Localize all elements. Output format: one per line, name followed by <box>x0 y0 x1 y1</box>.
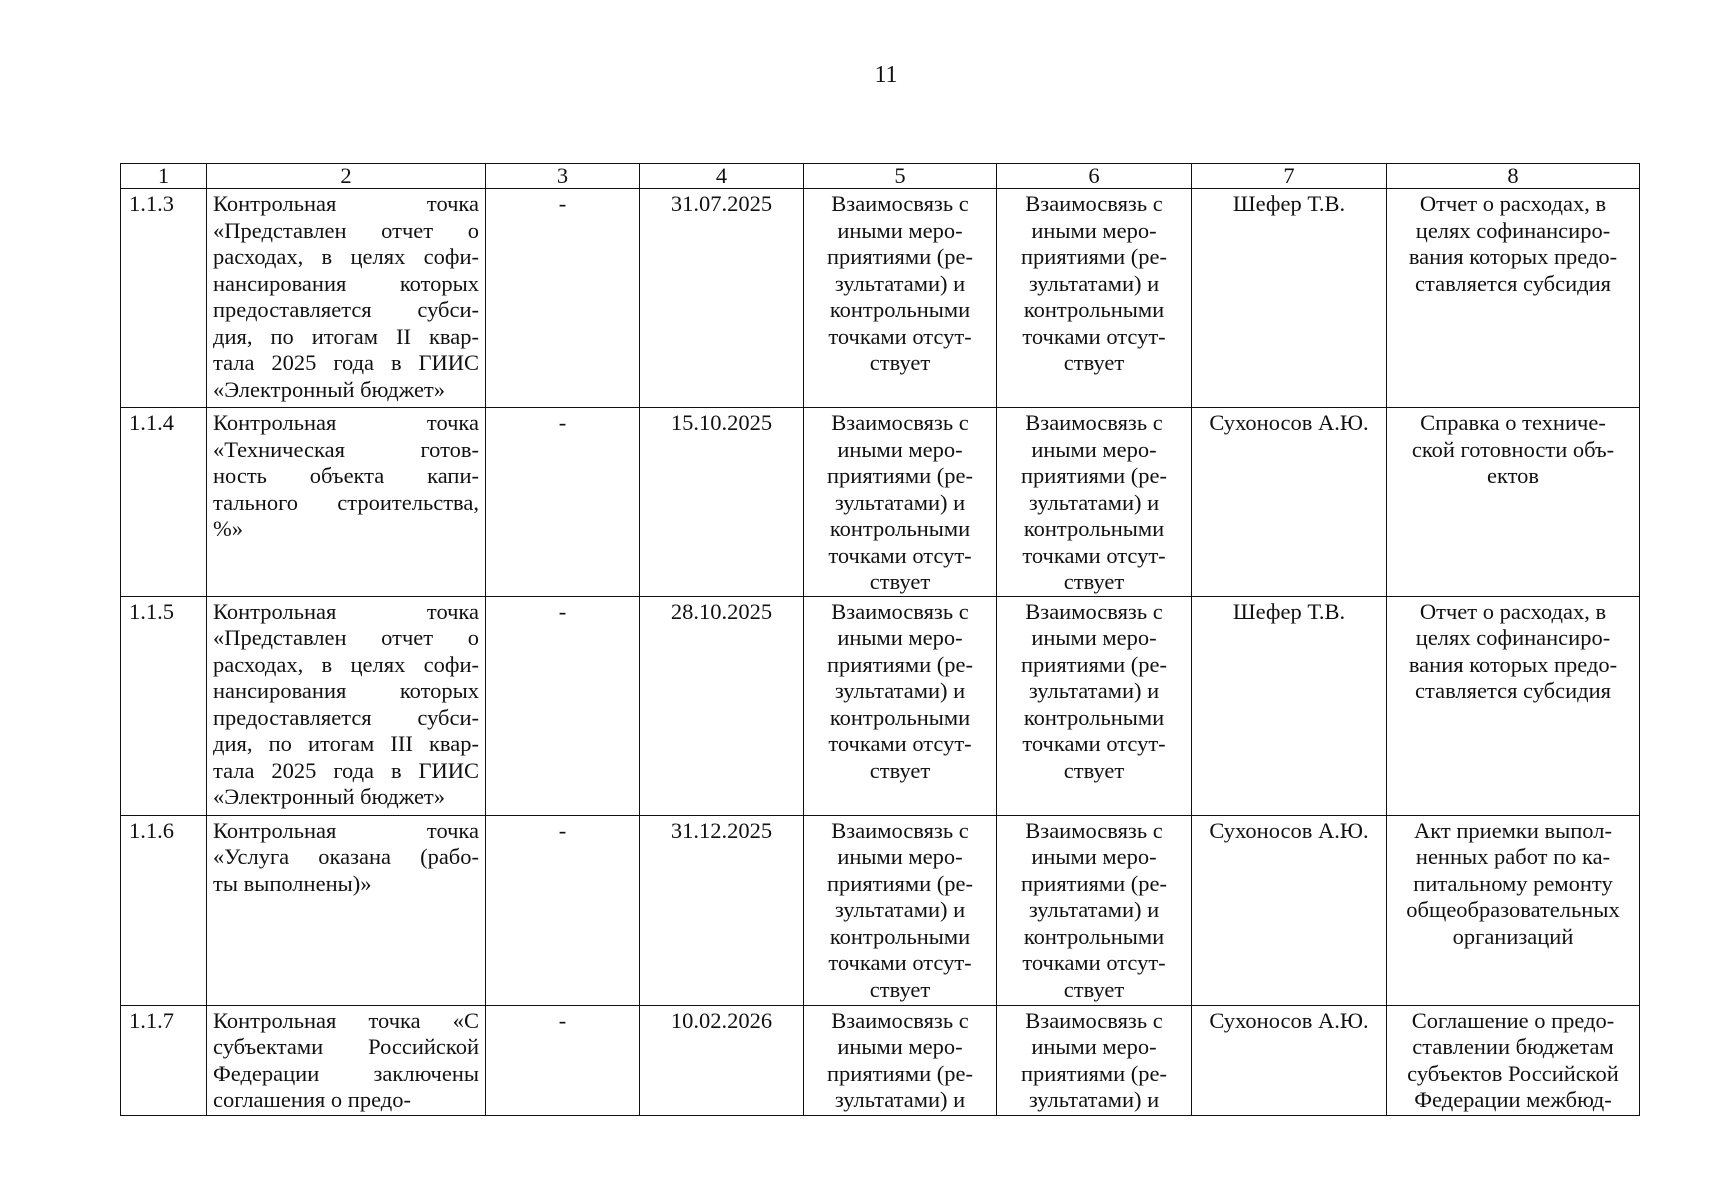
column-header: 1 <box>121 164 207 189</box>
deadline-date-cell-text: 28.10.2025 <box>670 598 773 624</box>
cell-line: приятиями (ре- <box>826 1060 974 1086</box>
cell-line: дия, по итогам II квар- <box>213 323 479 349</box>
deadline-date-cell <box>640 408 804 597</box>
cell-line: ствует <box>869 350 931 375</box>
cell-line: иными меро- <box>1031 217 1157 243</box>
cell-line: ствует <box>1063 350 1125 375</box>
cell-line: Контрольная точка <box>213 817 479 843</box>
responsible-person-cell <box>1192 189 1387 408</box>
cell-line: приятиями (ре- <box>826 651 974 677</box>
cell-line: контрольными <box>829 516 971 541</box>
cell-line: точками отсут- <box>828 542 972 568</box>
cell-line: контрольными <box>1023 704 1165 730</box>
cell-line: «Представлен отчет о <box>213 625 479 650</box>
cell-line: вания которых предо- <box>1408 244 1618 269</box>
responsible-person-cell <box>1192 596 1387 815</box>
cell-line: ность объекта капи- <box>213 463 479 488</box>
cell-line: приятиями (ре- <box>1020 244 1168 269</box>
row-number-cell-text: 1.1.7 <box>129 1007 174 1033</box>
cell-line: Взаимосвязь с <box>1025 598 1163 624</box>
cell-line: приятиями (ре- <box>1020 651 1168 677</box>
column-3-cell <box>486 815 640 1005</box>
cell-line: Соглашение о предо- <box>1411 1007 1615 1033</box>
cell-line: Взаимосвязь с <box>1025 410 1163 435</box>
cell-line: точками отсут- <box>828 323 972 349</box>
responsible-person-cell-text: Сухоносов А.Ю. <box>1209 817 1369 843</box>
cell-line: нансирования которых <box>213 678 479 703</box>
cell-line: иными меро- <box>837 217 963 243</box>
cell-line: Контрольная точка <box>213 191 479 216</box>
cell-line: Взаимосвязь с <box>1025 1007 1163 1033</box>
cell-line: точками отсут- <box>1022 542 1166 568</box>
cell-line: иными меро- <box>837 1034 963 1059</box>
cell-line: общеобразовательных <box>1406 897 1620 922</box>
cell-line: Справка о техниче- <box>1420 410 1606 435</box>
cell-line: точками отсут- <box>1022 731 1166 756</box>
cell-line: субъектами Российской <box>213 1034 479 1059</box>
responsible-person-cell-text: Шефер Т.В. <box>1232 191 1346 216</box>
cell-line: иными меро- <box>837 844 963 869</box>
cell-line: контрольными <box>1023 516 1165 541</box>
relationship-predecessors-cell <box>804 815 997 1005</box>
column-3-cell <box>486 596 640 815</box>
row-number-cell <box>121 1005 207 1115</box>
row-number-cell-text: 1.1.5 <box>129 598 174 624</box>
cell-line: Контрольная точка <box>213 598 479 624</box>
header-row <box>121 164 1640 189</box>
cell-line: зультатами) и <box>1028 897 1160 922</box>
responsible-person-cell <box>1192 815 1387 1005</box>
responsible-person-cell <box>1192 408 1387 597</box>
cell-line: Отчет о расходах, в <box>1419 598 1607 624</box>
cell-line: ствует <box>869 757 931 783</box>
cell-line: точками отсут- <box>1022 950 1166 975</box>
cell-line: зультатами) и <box>834 897 966 922</box>
cell-line: ствует <box>869 976 931 1002</box>
column-header: 5 <box>804 164 997 189</box>
relationship-predecessors-cell <box>804 408 997 597</box>
relationship-successors-cell <box>997 815 1192 1005</box>
cell-line: ты выполнены)» <box>213 870 372 896</box>
column-3-cell <box>486 189 640 408</box>
cell-line: ствует <box>869 569 931 594</box>
cell-line: Акт приемки выпол- <box>1414 817 1612 843</box>
row-number-cell <box>121 815 207 1005</box>
relationship-successors-cell <box>997 408 1192 597</box>
cell-line: субъектов Российской <box>1407 1060 1619 1086</box>
responsible-person-cell <box>1192 1005 1387 1115</box>
control-point-name-cell <box>207 408 486 597</box>
table-row <box>121 189 1640 408</box>
control-point-name-cell <box>207 1005 486 1115</box>
control-point-name-cell <box>207 815 486 1005</box>
cell-line: приятиями (ре- <box>1020 1060 1168 1086</box>
cell-line: Взаимосвязь с <box>831 598 969 624</box>
deadline-date-cell <box>640 1005 804 1115</box>
relationship-predecessors-cell <box>804 596 997 815</box>
cell-line: вания которых предо- <box>1408 651 1618 677</box>
cell-line: Контрольная точка «С <box>213 1007 479 1033</box>
deadline-date-cell-text: 15.10.2025 <box>670 410 773 435</box>
responsible-person-cell-text: Сухоносов А.Ю. <box>1209 1007 1369 1033</box>
page-number: 11 <box>874 62 898 88</box>
cell-line: ствует <box>1063 569 1125 594</box>
confirming-document-cell <box>1387 596 1640 815</box>
cell-line: «Услуга оказана (рабо- <box>213 844 479 869</box>
confirming-document-cell <box>1387 189 1640 408</box>
control-point-name-cell <box>207 189 486 408</box>
cell-line: ставляется субсидия <box>1415 678 1611 703</box>
cell-line: приятиями (ре- <box>826 244 974 269</box>
column-header: 2 <box>207 164 486 189</box>
cell-line: приятиями (ре- <box>1020 463 1168 488</box>
cell-line: %» <box>213 516 243 541</box>
cell-line: Федерации заключены <box>213 1060 479 1086</box>
cell-line: контрольными <box>1023 297 1165 322</box>
cell-line: «Техническая готов- <box>213 436 479 462</box>
column-3-cell-text: - <box>558 1007 567 1033</box>
row-number-cell <box>121 189 207 408</box>
deadline-date-cell <box>640 815 804 1005</box>
cell-line: иными меро- <box>837 625 963 650</box>
column-header: 8 <box>1387 164 1640 189</box>
cell-line: «Электронный бюджет» <box>213 376 446 402</box>
column-3-cell-text: - <box>558 191 567 216</box>
cell-line: контрольными <box>829 297 971 322</box>
cell-line: Взаимосвязь с <box>1025 817 1163 843</box>
cell-line: питальному ремонту <box>1413 870 1613 896</box>
row-number-cell-text: 1.1.3 <box>129 191 174 216</box>
column-3-cell-text: - <box>558 410 567 435</box>
cell-line: предоставляется субси- <box>213 704 479 730</box>
cell-line: точками отсут- <box>1022 323 1166 349</box>
confirming-document-cell <box>1387 408 1640 597</box>
row-number-cell <box>121 596 207 815</box>
cell-line: Взаимосвязь с <box>831 191 969 216</box>
cell-line: Отчет о расходах, в <box>1419 191 1607 216</box>
cell-line: тала 2025 года в ГИИС <box>213 350 479 375</box>
deadline-date-cell-text: 10.02.2026 <box>670 1007 773 1033</box>
table-row <box>121 408 1640 597</box>
table-row <box>121 815 1640 1005</box>
cell-line: ставляется субсидия <box>1415 270 1611 296</box>
cell-line: иными меро- <box>1031 844 1157 869</box>
column-header: 6 <box>997 164 1192 189</box>
cell-line: точками отсут- <box>828 731 972 756</box>
cell-line: «Электронный бюджет» <box>213 784 446 809</box>
column-3-cell-text: - <box>558 598 567 624</box>
deadline-date-cell <box>640 189 804 408</box>
cell-line: ской готовности объ- <box>1411 436 1615 462</box>
deadline-date-cell-text: 31.12.2025 <box>670 817 773 843</box>
row-number-cell <box>121 408 207 597</box>
cell-line: зультатами) и <box>1028 1087 1160 1112</box>
table-row <box>121 596 1640 815</box>
responsible-person-cell-text: Шефер Т.В. <box>1232 598 1346 624</box>
control-points-table <box>120 163 1640 1116</box>
cell-line: расходах, в целях софи- <box>213 244 479 269</box>
cell-line: ектов <box>1486 463 1540 488</box>
cell-line: иными меро- <box>1031 1034 1157 1059</box>
cell-line: приятиями (ре- <box>1020 870 1168 896</box>
cell-line: Взаимосвязь с <box>1025 191 1163 216</box>
cell-line: организаций <box>1452 923 1574 949</box>
cell-line: расходах, в целях софи- <box>213 651 479 677</box>
relationship-successors-cell <box>997 1005 1192 1115</box>
cell-line: целях софинансиро- <box>1415 217 1611 243</box>
relationship-successors-cell <box>997 189 1192 408</box>
cell-line: ствует <box>1063 976 1125 1002</box>
deadline-date-cell-text: 31.07.2025 <box>670 191 773 216</box>
relationship-predecessors-cell <box>804 189 997 408</box>
cell-line: зультатами) и <box>1028 489 1160 515</box>
cell-line: нансирования которых <box>213 270 479 296</box>
cell-line: тального строительства, <box>213 489 479 515</box>
cell-line: иными меро- <box>837 436 963 462</box>
cell-line: контрольными <box>829 704 971 730</box>
table-row <box>121 1005 1640 1115</box>
cell-line: целях софинансиро- <box>1415 625 1611 650</box>
cell-line: контрольными <box>1023 923 1165 949</box>
cell-line: иными меро- <box>1031 625 1157 650</box>
cell-line: «Представлен отчет о <box>213 217 479 243</box>
cell-line: приятиями (ре- <box>826 870 974 896</box>
cell-line: соглашения о предо- <box>213 1087 411 1112</box>
cell-line: дия, по итогам III квар- <box>213 731 479 756</box>
cell-line: Взаимосвязь с <box>831 817 969 843</box>
cell-line: зультатами) и <box>834 270 966 296</box>
column-3-cell <box>486 408 640 597</box>
cell-line: зультатами) и <box>834 678 966 703</box>
cell-line: ствует <box>1063 757 1125 783</box>
cell-line: тала 2025 года в ГИИС <box>213 757 479 783</box>
cell-line: Взаимосвязь с <box>831 410 969 435</box>
column-header: 7 <box>1192 164 1387 189</box>
column-3-cell <box>486 1005 640 1115</box>
control-point-name-cell <box>207 596 486 815</box>
deadline-date-cell <box>640 596 804 815</box>
confirming-document-cell <box>1387 815 1640 1005</box>
responsible-person-cell-text: Сухоносов А.Ю. <box>1209 410 1369 435</box>
cell-line: зультатами) и <box>834 489 966 515</box>
column-header: 3 <box>486 164 640 189</box>
cell-line: контрольными <box>829 923 971 949</box>
cell-line: точками отсут- <box>828 950 972 975</box>
row-number-cell-text: 1.1.4 <box>129 410 174 435</box>
cell-line: ненных работ по ка- <box>1415 844 1611 869</box>
cell-line: приятиями (ре- <box>826 463 974 488</box>
column-3-cell-text: - <box>558 817 567 843</box>
cell-line: предоставляется субси- <box>213 297 479 322</box>
relationship-successors-cell <box>997 596 1192 815</box>
cell-line: ставлении бюджетам <box>1412 1034 1614 1059</box>
row-number-cell-text: 1.1.6 <box>129 817 174 843</box>
cell-line: иными меро- <box>1031 436 1157 462</box>
confirming-document-cell <box>1387 1005 1640 1115</box>
relationship-predecessors-cell <box>804 1005 997 1115</box>
cell-line: зультатами) и <box>1028 270 1160 296</box>
cell-line: Федерации межбюд- <box>1414 1087 1612 1112</box>
cell-line: Взаимосвязь с <box>831 1007 969 1033</box>
cell-line: зультатами) и <box>834 1087 966 1112</box>
column-header: 4 <box>640 164 804 189</box>
cell-line: Контрольная точка <box>213 410 479 435</box>
cell-line: зультатами) и <box>1028 678 1160 703</box>
